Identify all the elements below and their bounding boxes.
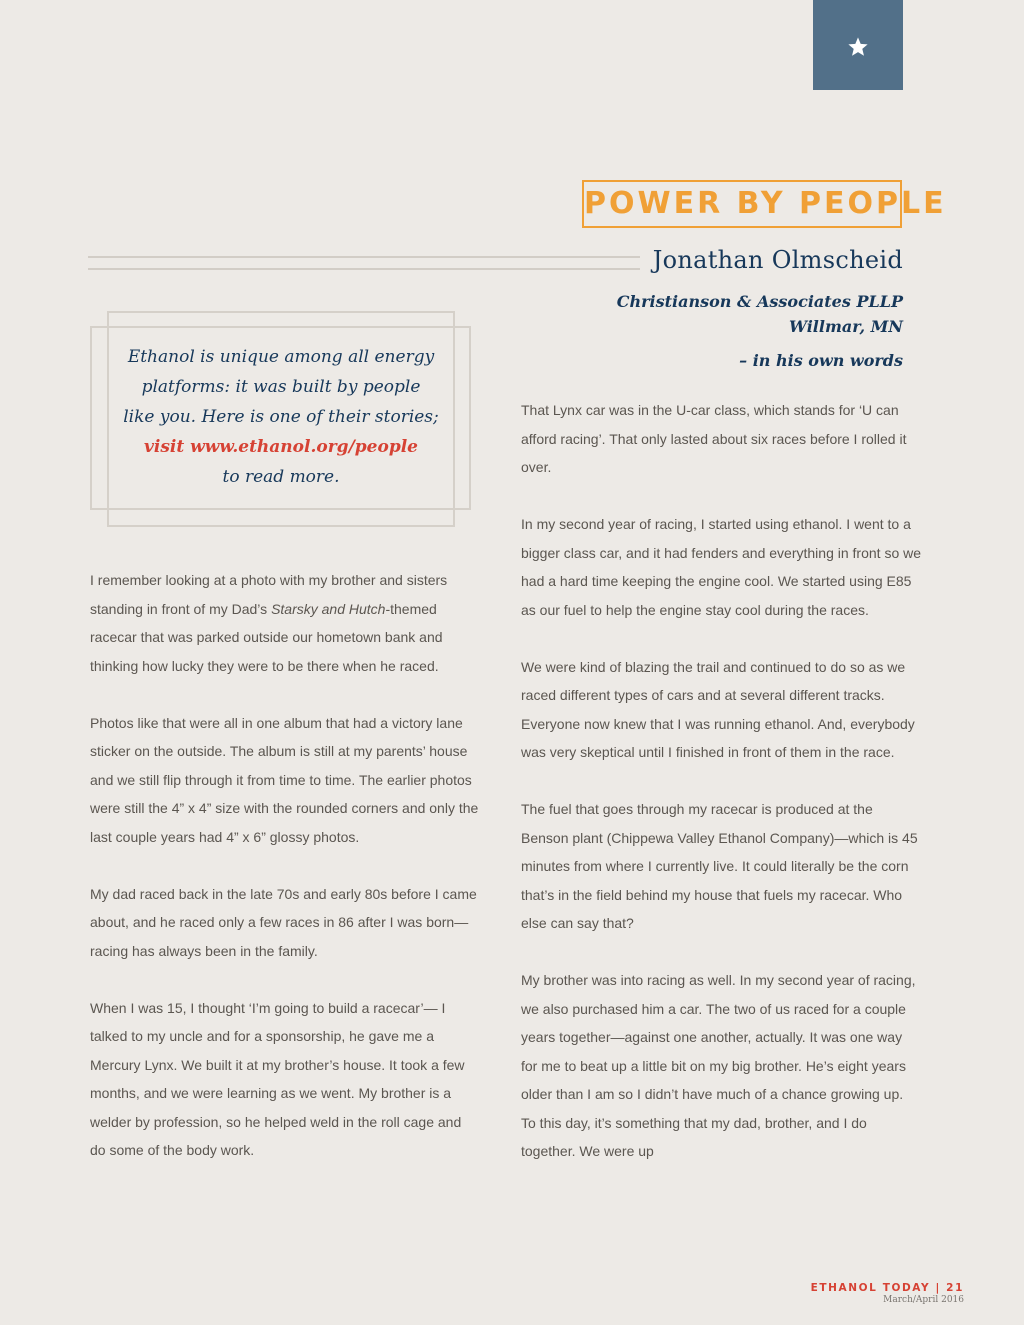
company-name: Christianson & Associates PLLP xyxy=(616,292,903,311)
callout-link[interactable]: visit www.ethanol.org/people xyxy=(144,437,418,457)
body-paragraph: Photos like that were all in one album that had a victory lane sticker on the outside. The album is still at my parents’ house and we still flip through it from time to time. The earlier photos were still the 4” x 4” size with the rounded corners and only the last couple years had 4” x 6” glossy photos. xyxy=(90,714,479,845)
section-title: POWER BY PEOPLE xyxy=(582,180,902,228)
own-words-tagline: – in his own words xyxy=(739,351,903,370)
footer-date: March/April 2016 xyxy=(883,1295,964,1305)
body-paragraph: We were kind of blazing the trail and continued to do so as we raced different types of cars and at several different tracks. Everyone now knew that I was running ethanol. And, everybody was very skeptical until I finished in front of them in the race. xyxy=(521,658,915,760)
callout-line: platforms: it was built by people xyxy=(141,377,421,397)
section-tab xyxy=(813,0,903,90)
body-paragraph: I remember looking at a photo with my brother and sisters standing in front of my Dad’s Starsky and Hutch-themed racecar that was parked outside our hometown bank and thinking how lucky they were to be there when he raced. xyxy=(90,572,448,674)
star-icon xyxy=(847,36,869,58)
callout-box xyxy=(109,342,453,492)
callout-line: to read more. xyxy=(222,467,340,487)
divider-rule-bottom xyxy=(88,268,640,270)
location: Willmar, MN xyxy=(789,317,903,336)
person-name: Jonathan Olmscheid xyxy=(652,246,903,274)
body-paragraph: In my second year of racing, I started using ethanol. I went to a bigger class car, and it had fenders and everything in front so we had a hard time keeping the engine cool. We started using E85 as our fuel to help the engine stay cool during the races. xyxy=(521,516,922,618)
show-title: Starsky and Hutch xyxy=(271,600,386,617)
body-paragraph: My dad raced back in the late 70s and early 80s before I came about, and he raced only a few races in 86 after I was born—racing has always been in the family. xyxy=(90,885,477,959)
body-paragraph: My brother was into racing as well. In my second year of racing, we also purchased him a car. The two of us raced for a couple years together—against one another, actually. It was one way for me to beat up a little bit on my big brother. He’s eight years older than I am so I didn’t have much of a chance growing up. To this day, it’s something that my dad, brother, and I do together. We were up xyxy=(521,972,916,1159)
body-column-right xyxy=(521,396,921,1194)
body-paragraph: When I was 15, I thought ‘I’m going to build a racecar’— I talked to my uncle and for a sponsorship, he gave me a Mercury Lynx. We built it at my brother’s house. It took a few months, and we were learning as we went. My brother is a welder by profession, so he helped weld in the roll cage and do some of the body work. xyxy=(90,999,465,1158)
body-column-left xyxy=(90,566,480,1193)
callout-line: Ethanol is unique among all energy xyxy=(127,347,435,367)
divider-rule-top xyxy=(88,256,640,258)
body-paragraph: The fuel that goes through my racecar is produced at the Benson plant (Chippewa Valley Ethanol Company)—which is 45 minutes from where I currently live. It could literally be the corn that’s in the field behind my house that fuels my racecar. Who else can say that? xyxy=(521,801,918,931)
callout-line: like you. Here is one of their stories; xyxy=(123,407,439,427)
body-paragraph: That Lynx car was in the U-car class, which stands for ‘U can afford racing’. That only lasted about six races before I rolled it over. xyxy=(521,402,907,475)
footer-publication: ETHANOL TODAY | 21 xyxy=(810,1282,964,1294)
